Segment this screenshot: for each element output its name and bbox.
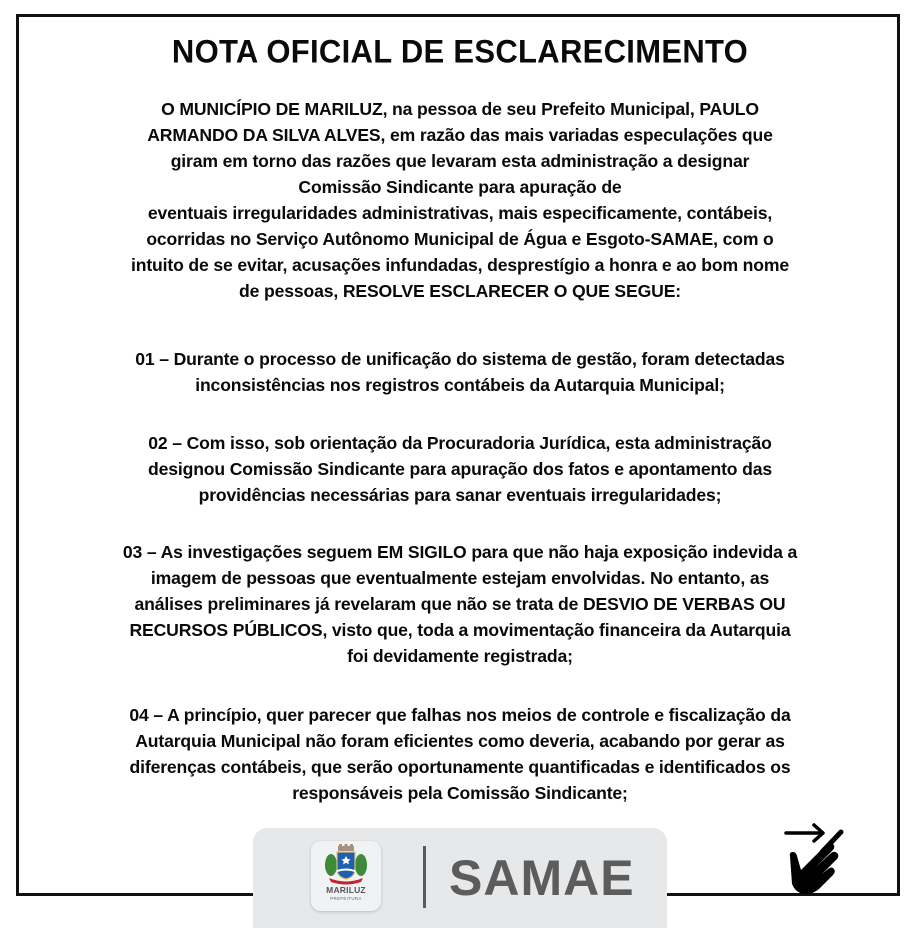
item-line: inconsistências nos registros contábeis da Autarquia Municipal; [195,375,725,395]
item-line: providências necessárias para sanar eventuais irregularidades; [198,485,722,505]
item-line: designou Comissão Sindicante para apuração dos fatos e apontamento das [148,459,772,479]
item-line: imagem de pessoas que eventualmente estejam envolvidas. No entanto, as [150,568,770,588]
intro-line: ARMANDO DA SILVA ALVES, em razão das mais variadas especulações que [147,125,773,145]
intro-paragraph [30,96,890,304]
item-line: Autarquia Municipal não foram eficientes como deveria, acabando por gerar as [135,731,785,751]
samae-logo-text: SAMAE [449,850,635,906]
item-line: análises preliminares já revelaram que não se trata de DESVIO DE VERBAS OU [134,594,786,614]
item-line: responsáveis pela Comissão Sindicante; [292,783,628,803]
intro-line: intuito de se evitar, acusações infundadas, desprestígio a honra e ao bom nome [130,255,789,275]
item-line: RECURSOS PÚBLICOS, visto que, toda a movimentação financeira da Autarquia [129,620,791,640]
mariluz-crest-logo [311,841,381,911]
intro-line: O MUNICÍPIO DE MARILUZ, na pessoa de seu Prefeito Municipal, PAULO [161,99,759,119]
swipe-right-hand-icon [778,818,854,898]
item-03 [30,539,890,669]
item-line: 03 – As investigações seguem EM SIGILO para que não haja exposição indevida a [122,542,798,562]
item-line: 02 – Com isso, sob orientação da Procuradoria Jurídica, esta administração [148,433,772,453]
crest-subtitle: PREFEITURA [330,896,362,901]
item-01 [30,346,890,398]
intro-line: ocorridas no Serviço Autônomo Municipal de Água e Esgoto-SAMAE, com o [146,229,774,249]
logo-divider [423,846,426,908]
intro-line: de pessoas, RESOLVE ESCLARECER O QUE SEGUE: [239,281,681,301]
intro-line: giram em torno das razões que levaram esta administração a designar [170,151,750,171]
intro-line: Comissão Sindicante para apuração de [298,177,622,197]
item-04 [30,702,890,806]
item-line: 01 – Durante o processo de unificação do sistema de gestão, foram detectadas [135,349,785,369]
crest-name: MARILUZ [326,885,366,895]
item-line: foi devidamente registrada; [347,646,573,666]
coat-of-arms-icon [311,841,381,885]
page-title: NOTA OFICIAL DE ESCLARECIMENTO [171,33,749,70]
intro-line: eventuais irregularidades administrativas, mais especificamente, contábeis, [147,203,773,223]
item-line: 04 – A princípio, quer parecer que falhas nos meios de controle e fiscalização da [129,705,791,725]
item-02 [30,430,890,508]
item-line: diferenças contábeis, que serão oportunamente quantificadas e identificados os [129,757,791,777]
